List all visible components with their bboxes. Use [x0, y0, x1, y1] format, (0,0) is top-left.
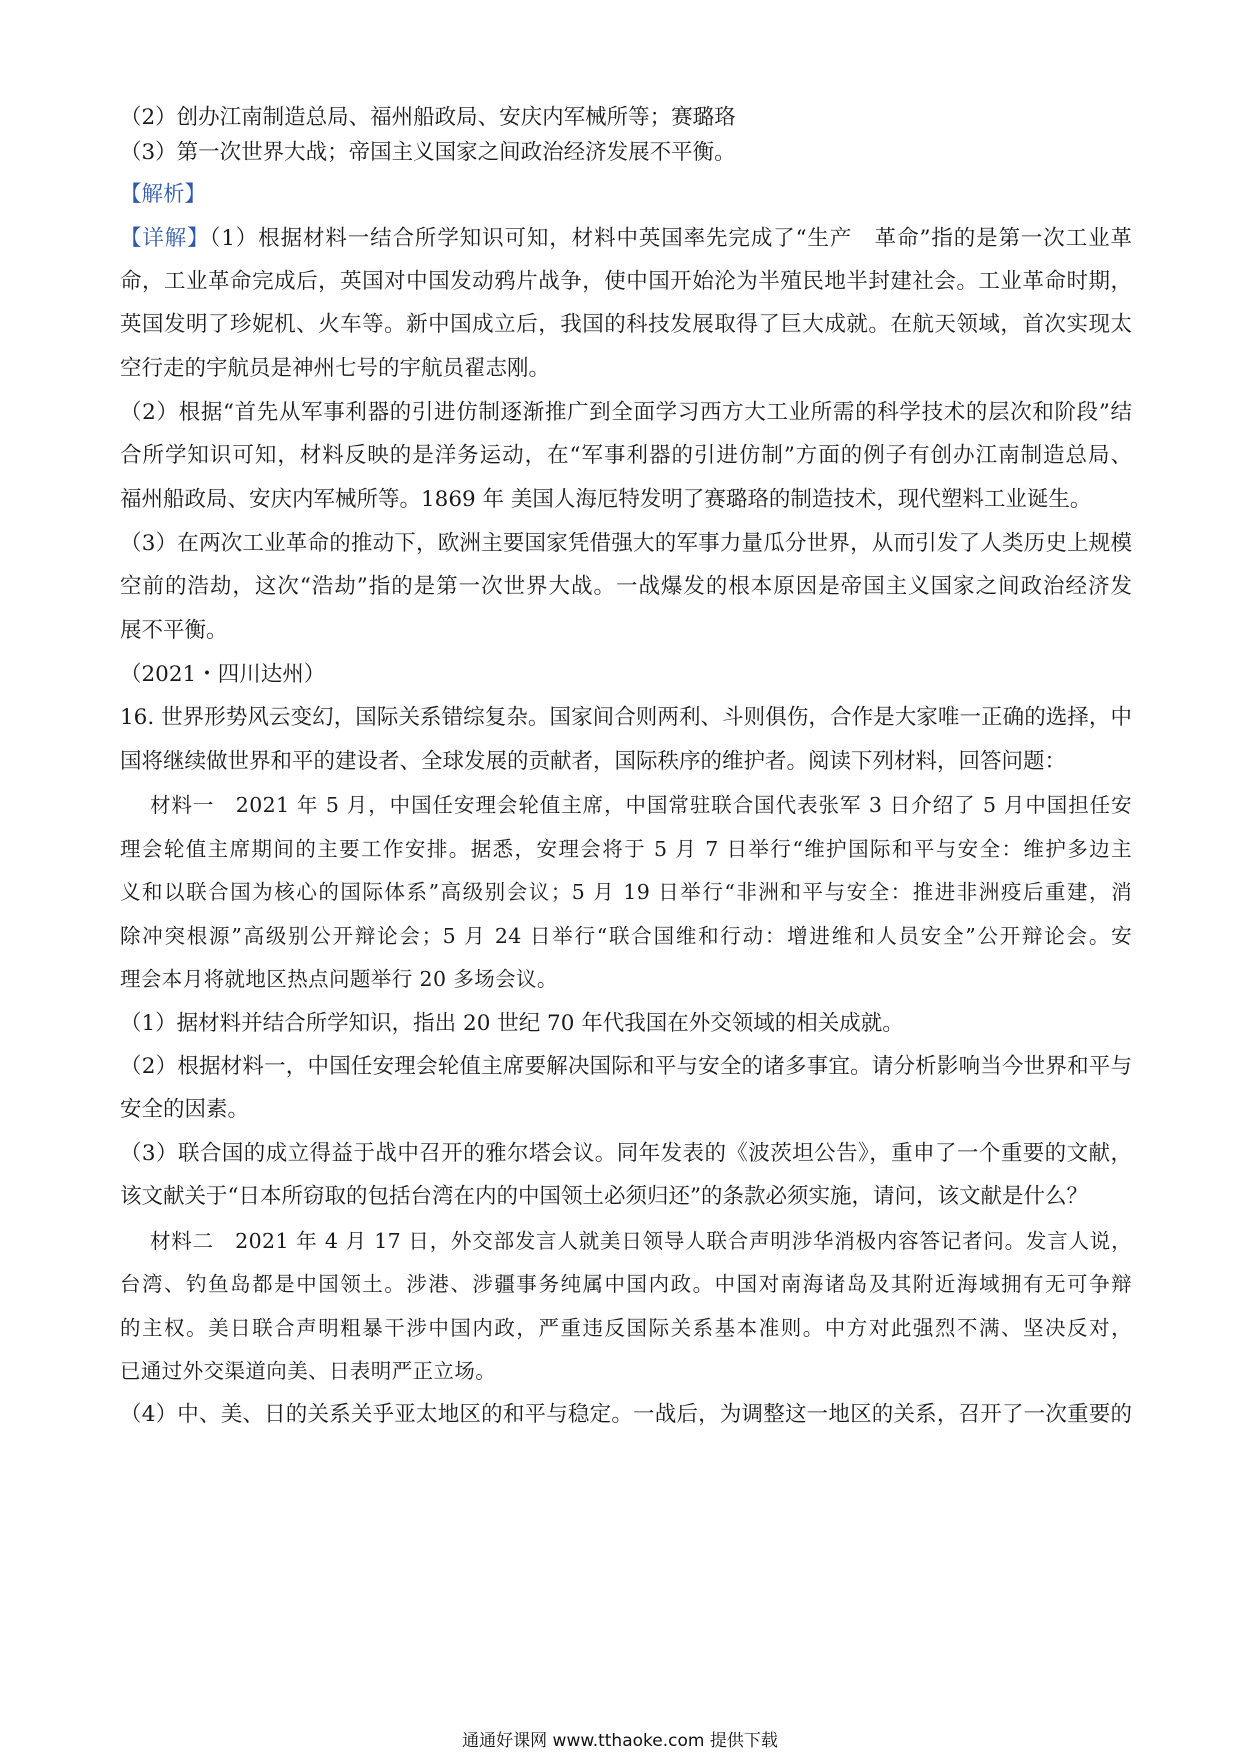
material2-line1: 材料二 2021 年 4 月 17 日，外交部发言人就美日领导人联合声明涉华消极内容答记者问。发言人说， — [150, 1229, 1132, 1253]
detail-p1-line2: 命，工业革命完成后，英国对中国发动鸦片战争，使中国开始沦为半殖民地半封建社会。工业革命时期， — [120, 269, 1132, 294]
answer-2: （2）创办江南制造总局、福州船政局、安庆内军械所等；赛璐珞 — [120, 105, 736, 130]
detail-p3-line2: 空前的浩劫，这次“浩劫”指的是第一次世界大战。一战爆发的根本原因是帝国主义国家之间政治经济发 — [120, 574, 1132, 599]
q16-stem-line2: 国将继续做世界和平的建设者、全球发展的贡献者，国际秩序的维护者。阅读下列材料，回答问题： — [120, 749, 1067, 774]
material1-line1: 材料一 2021 年 5 月，中国任安理会轮值主席，中国常驻联合国代表张军 3 日介绍了 5 月中国担任安 — [150, 793, 1132, 817]
analysis-label: 【解析】 — [120, 182, 207, 207]
question-4: （4）中、美、日的关系关乎亚太地区的和平与稳定。一战后，为调整这一地区的关系，召开了一次重要的 — [120, 1402, 1132, 1427]
detail-p1-line3: 英国发明了珍妮机、火车等。新中国成立后，我国的科技发展取得了巨大成就。在航天领域，首次实现太 — [120, 312, 1132, 337]
material1-line5: 理会本月将就地区热点问题举行 20 多场会议。 — [120, 967, 558, 991]
question-3-line2: 该文献关于“日本所窃取的包括台湾在内的中国领土必须归还”的条款必须实施，请问，该文献是什么？ — [120, 1184, 1088, 1209]
material2-line4: 已通过外交渠道向美、日表明严正立场。 — [120, 1359, 497, 1383]
question-1: （1）据材料并结合所学知识，指出 20 世纪 70 年代我国在外交领域的相关成就。 — [120, 1011, 904, 1036]
detail-p3-line3: 展不平衡。 — [120, 618, 228, 643]
source-label: （2021・四川达州） — [120, 662, 326, 687]
detail-p1-line4: 空行走的宇航员是神州七号的宇航员翟志刚。 — [120, 356, 551, 381]
q16-stem-line1: 16. 世界形势风云变幻，国际关系错综复杂。国家间合则两利、斗则俱伤，合作是大家唯一正确的选择，中 — [120, 705, 1132, 730]
detail-p3-line1: （3）在两次工业革命的推动下，欧洲主要国家凭借强大的军事力量瓜分世界，从而引发了人类历史上规模 — [120, 531, 1132, 556]
question-2-line2: 安全的因素。 — [120, 1097, 250, 1122]
detail-p2-line3: 福州船政局、安庆内军械所等。1869 年 美国人海厄特发明了赛璐珞的制造技术，现代塑料工业诞生。 — [120, 487, 1092, 512]
material2-line2: 台湾、钓鱼岛都是中国领土。涉港、涉疆事务纯属中国内政。中国对南海诸岛及其附近海域拥有无可争辩 — [120, 1272, 1132, 1296]
footer-watermark: 通通好课网 www.tthaoke.com 提供下载 — [462, 1731, 778, 1751]
detail-p2-line1: （2）根据“首先从军事利器的引进仿制逐渐推广到全面学习西方大工业所需的科学技术的层次和阶段”结 — [120, 400, 1132, 425]
material1-line2: 理会轮值主席期间的主要工作安排。据悉，安理会将于 5 月 7 日举行“维护国际和平与安全：维护多边主 — [120, 837, 1132, 861]
question-3-line1: （3）联合国的成立得益于战中召开的雅尔塔会议。同年发表的《波茨坦公告》，重申了一个重要的文献， — [120, 1141, 1132, 1166]
material2-line3: 的主权。美日联合声明粗暴干涉中国内政，严重违反国际关系基本准则。中方对此强烈不满、坚决反对， — [120, 1316, 1132, 1340]
answer-3: （3）第一次世界大战；帝国主义国家之间政治经济发展不平衡。 — [120, 140, 736, 165]
detail-p1-line1: 【详解】（1）根据材料一结合所学知识可知，材料中英国率先完成了“生产 革命”指的是第一次工业革 — [120, 226, 1132, 251]
detail-p2-line2: 合所学知识可知，材料反映的是洋务运动，在“军事利器的引进仿制”方面的例子有创办江南制造总局、 — [120, 443, 1132, 468]
material1-line4: 除冲突根源”高级别公开辩论会；5 月 24 日举行“联合国维和行动：增进维和人员安全”公开辩论会。安 — [120, 924, 1132, 948]
detail-label: 【详解】 — [120, 226, 210, 251]
question-2-line1: （2）根据材料一，中国任安理会轮值主席要解决国际和平与安全的诸多事宜。请分析影响当今世界和平与 — [120, 1054, 1132, 1079]
material1-line3: 义和以联合国为核心的国际体系”高级别会议；5 月 19 日举行“非洲和平与安全：推进非洲疫后重建，消 — [120, 880, 1132, 904]
